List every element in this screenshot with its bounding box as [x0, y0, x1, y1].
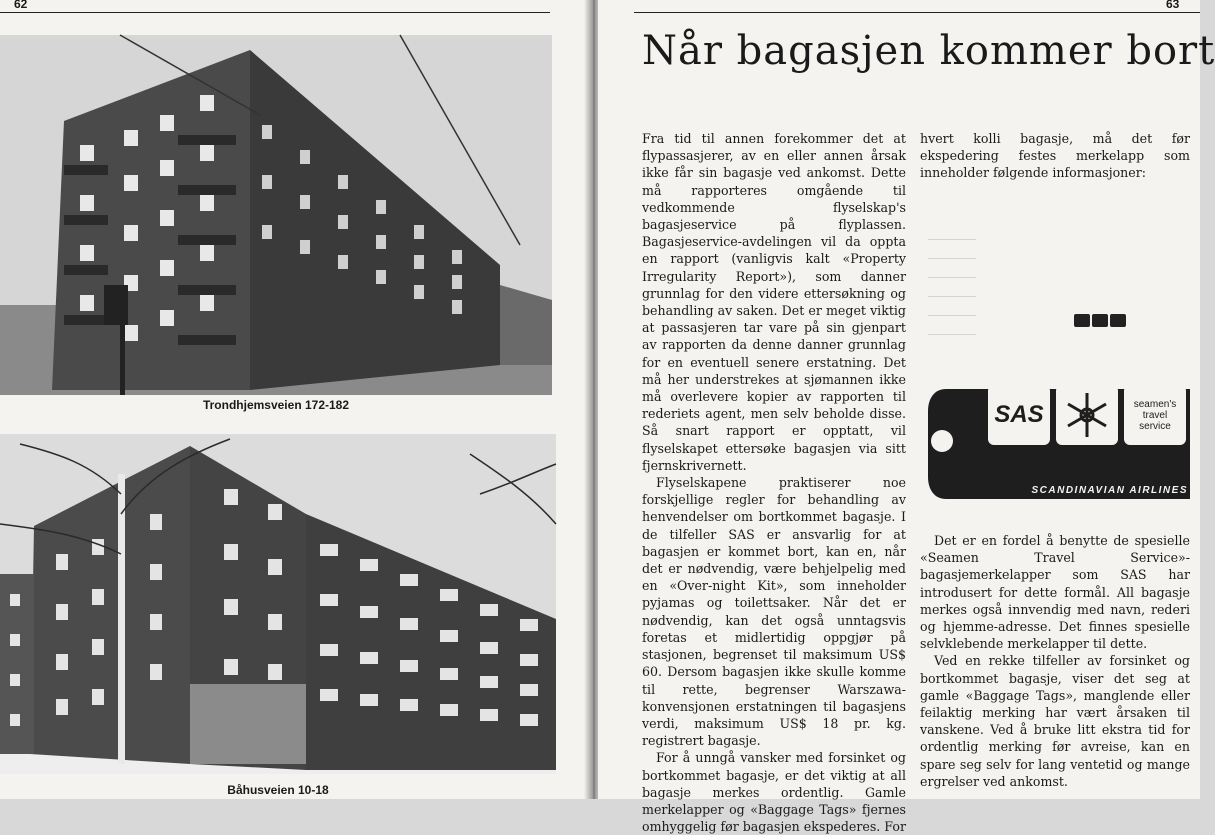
caption-photo-2: Båhusveien 10-18: [227, 783, 329, 797]
text-column-1: [642, 130, 906, 835]
header-rule-right: [634, 12, 1200, 13]
scandinavian-airlines-label: SCANDINAVIAN AIRLINES: [1031, 485, 1188, 496]
paragraph-1: Fra tid til annen forekommer det at flypassasjerer, av en eller annen årsak ikke får sin bagasje ved ankomst. Dette må rapporteres omgående til vedkommende flyselskap's bagasjeservice på flyplassen. Bagasjeservice-avdelingen vil da oppta en rapport (vanligvis kalt «Property Irregularity Report»), som danner grunnlag for den videre ettersøkning og behandling av saken. Det er meget viktig at passasjeren tar vare på sin gjenpart av rapporten da denne danner grunnlag for en eventuell senere erstatning. Det må her understrekes at sjømannen ikke må overlevere kopier av rapporten til rederiets agent, men selv beholde disse. Så snart rapport er opptatt, vil flyselskapet ettersøke bagasjen via sitt fjernskrivernett.: [642, 131, 906, 473]
baggage-tag-illustration: [928, 381, 1190, 506]
left-page: [0, 0, 590, 799]
right-page: [598, 0, 1215, 835]
sas-logo: SAS: [988, 385, 1050, 445]
paragraph-6: Ved en rekke tilfeller av forsinket og bortkommet bagasje, viser det seg at gamle «Baggage Tags», manglende eller feilaktig merking har vært årsaken til vanskene. Ved å bruke litt ekstra tid for ordentlig merking før avreise, kan en spare seg selv for lang ventetid og mange ergrelser ved ankomst.: [920, 653, 1190, 789]
text-column-2-bottom: [920, 532, 1190, 790]
photo-trondhjemsveien: [0, 35, 552, 395]
paragraph-5: Det er en fordel å benytte de spesielle «Seamen Travel Service»-bagasjemerkelapper som SAS har introdusert for dette formål. All bagasje merkes også innvendig med navn, rederi og hjemme-adresse. Det finnes spesielle selvklebende merkelapper til dette.: [920, 533, 1190, 652]
article-title: Når bagasjen kommer bort: [642, 28, 1215, 74]
seamen-travel-service-logo: seamen's travel service: [1124, 385, 1186, 445]
page-number-left: 62: [14, 0, 28, 11]
snowflake-icon: [1056, 385, 1118, 445]
caption-photo-1: Trondhjemsveien 172-182: [202, 398, 350, 412]
tag-form-fields: ———————————— ———————————— ———————————— ———————————— ———————————— ————————————: [928, 236, 976, 336]
text-column-2-top: [920, 130, 1190, 182]
paragraph-4: hvert kolli bagasje, må det før ekspedering festes merkelapp som inneholder følgende informasjoner:: [920, 131, 1190, 181]
mini-tag-logos: [1074, 314, 1126, 327]
paragraph-3: For å unngå vansker med forsinket og bortkommet bagasje, er det viktig at all bagasje merkes ordentlig. Gamle merkelapper og «Baggage Tags» fjernes omhyggelig før bagasjen ekspederes. For: [642, 750, 906, 835]
header-rule-left: [0, 12, 550, 13]
paragraph-2: Flyselskapene praktiserer noe forskjellige regler for behandling av henvendelser om bortkommet bagasje. I de tilfeller SAS er ansvarlig for at bagasjen er kommet bort, kan en, når det er nødvendig, være behjelpelig med en «Over-night Kit», som inneholder pyjamas og toilettsaker. Når det er nødvendig, kan det også unntagsvis foretas et midlertidig oppgjør på stasjonen, begrenset til maksimum US$ 60. Dersom bagasjen ikke skulle komme til rette, begrenser Warszawa-konvensjonen erstatningen til bagasjens verdi, maksimum US$ 18 pr. kg. registrert bagasje.: [642, 475, 906, 749]
photo-bahusveien: [0, 434, 556, 774]
page-number-right: 63: [1166, 0, 1180, 11]
